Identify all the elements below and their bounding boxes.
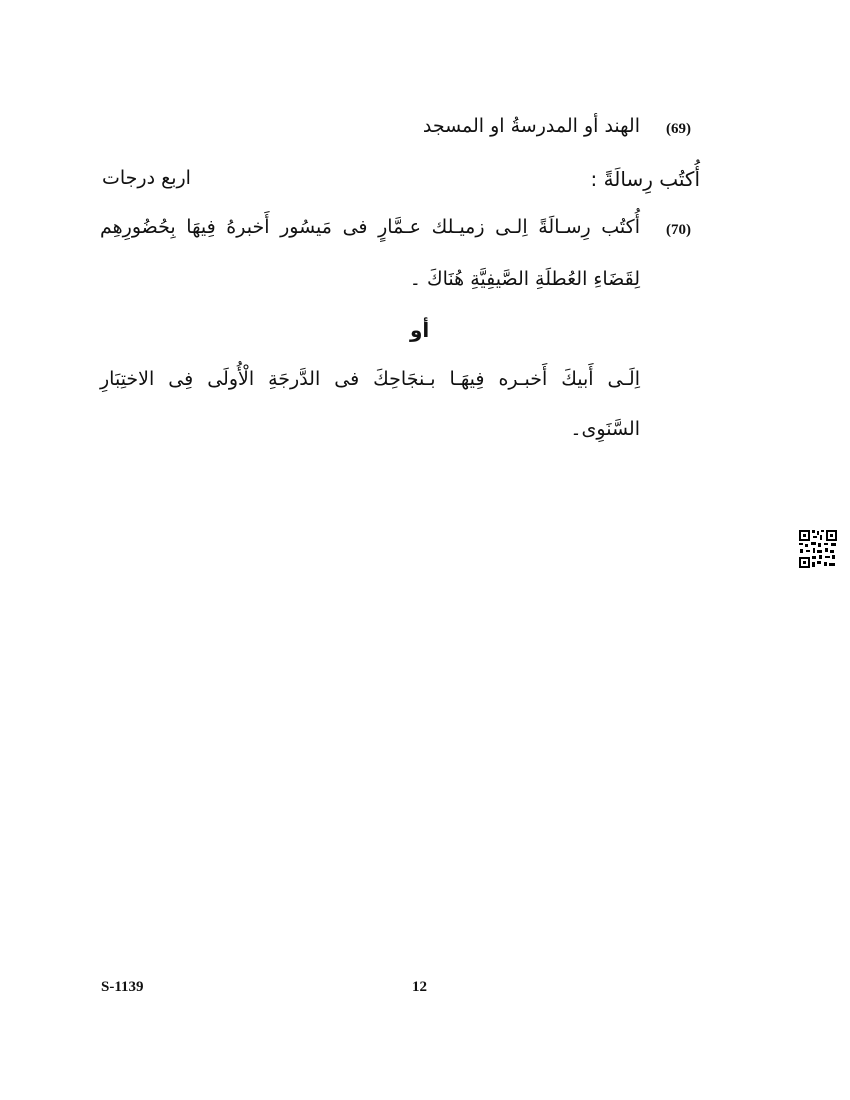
paper-code: S-1139 [101, 979, 144, 995]
question-70-line-1: أُكتُب رِسـالَةً اِلـى زميـلك عـمَّارٍ فى مَيسُور أَخبرهُ فِيهَا بِحُضُورِهِم [100, 216, 640, 238]
question-70-alt-line-1: اِلَـى أَبيكَ أَخبـره فِيهَـا بـنجَاحِكَ فى الدَّرجَةِ الْأُولَى فِى الاختِبَارِ [100, 368, 640, 390]
question-number-69: (69) [666, 121, 691, 137]
question-69-text: الهند أو المدرسةُ او المسجد [422, 115, 640, 137]
section-title: أُكتُب رِسالَةً : [590, 167, 700, 191]
question-70-line-2: لِقَضَاءِ العُطلَةِ الصَّيفِيَّةِ هُنَاكَ ۔ [409, 268, 640, 290]
question-number-70: (70) [666, 222, 691, 238]
page-number: 12 [412, 979, 427, 995]
question-70-alt-line-2: السَّنَوِى۔ [570, 418, 640, 440]
section-marks: اربع درجات [102, 167, 191, 189]
qr-code-icon [798, 529, 838, 569]
or-separator: أو [410, 318, 430, 342]
